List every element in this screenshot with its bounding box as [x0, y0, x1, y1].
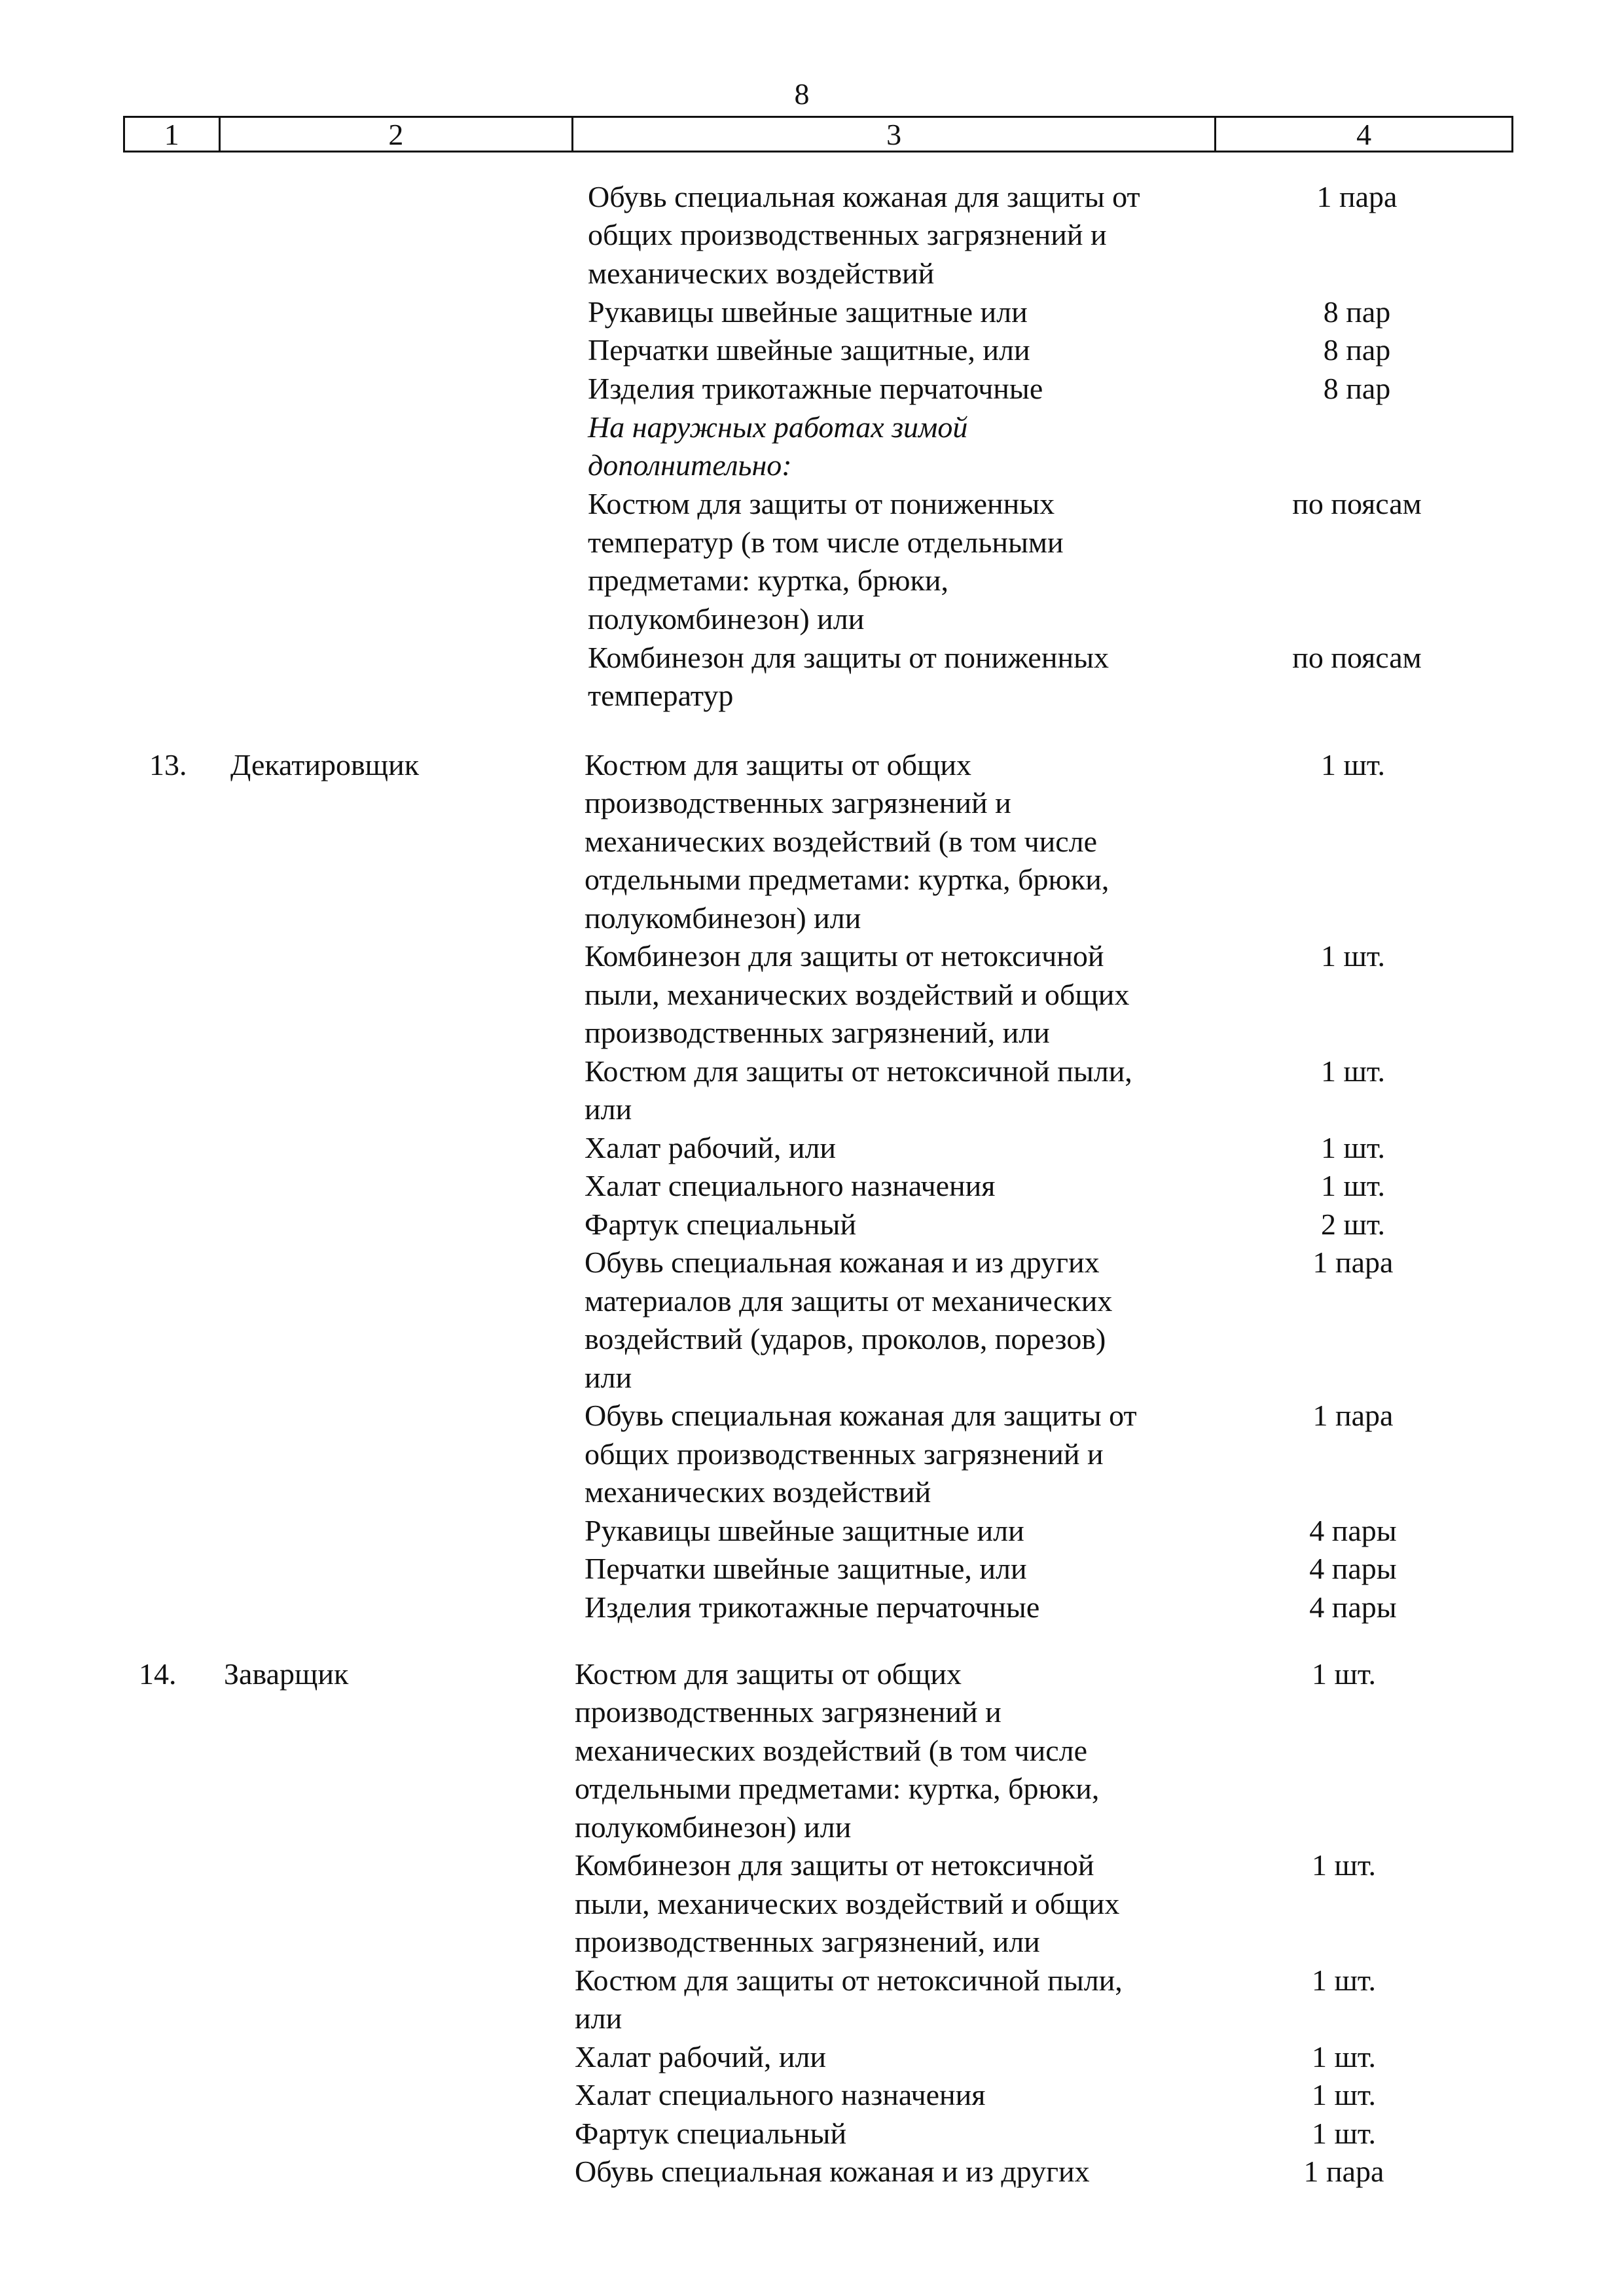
- item-line: Рукавицы швейные защитные или: [585, 1514, 1024, 1547]
- page-number: 8: [794, 77, 810, 111]
- item-line: Комбинезон для защиты от нетоксичной: [575, 1848, 1094, 1882]
- item-quantity: 1 шт.: [1311, 2117, 1377, 2150]
- item-quantity: 1 пара: [1316, 180, 1398, 213]
- item-line: воздействий (ударов, проколов, порезов): [585, 1322, 1106, 1355]
- item-quantity: 1 шт.: [1311, 2078, 1377, 2111]
- job-title-14: Заварщик: [224, 1657, 349, 1691]
- item-line: или: [575, 2001, 623, 2035]
- item-quantity: 1 пара: [1312, 1399, 1394, 1432]
- item-line: пыли, механических воздействий и общих: [575, 1887, 1120, 1920]
- item-quantity: 1 шт.: [1320, 1131, 1386, 1164]
- item-line: Обувь специальная кожаная и из других: [585, 1246, 1100, 1279]
- item-line: общих производственных загрязнений и: [588, 218, 1107, 251]
- item-line: полукомбинезон) или: [585, 901, 861, 935]
- item-line: отдельными предметами: куртка, брюки,: [585, 863, 1110, 896]
- item-quantity: 1 шт.: [1311, 1964, 1377, 1997]
- item-quantity: 4 пары: [1309, 1552, 1397, 1585]
- item-line: отдельными предметами: куртка, брюки,: [575, 1772, 1100, 1805]
- item-line: общих производственных загрязнений и: [585, 1437, 1104, 1471]
- item-line: Рукавицы швейные защитные или: [588, 295, 1028, 329]
- header-col-1: 1: [125, 118, 221, 151]
- item-line: полукомбинезон) или: [575, 1810, 852, 1844]
- item-line: или: [585, 1361, 632, 1394]
- item-line: или: [585, 1092, 632, 1126]
- item-quantity: 4 пары: [1309, 1514, 1397, 1547]
- header-col-3: 3: [573, 118, 1216, 151]
- item-quantity: 8 пар: [1323, 372, 1391, 405]
- item-line: температур (в том числе отдельными: [588, 526, 1064, 559]
- item-quantity: 1 шт.: [1311, 2040, 1377, 2073]
- item-quantity: 1 шт.: [1311, 1657, 1377, 1691]
- header-col-4: 4: [1356, 117, 1372, 151]
- item-line: предметами: куртка, брюки,: [588, 564, 948, 597]
- item-line: Перчатки швейные защитные, или: [585, 1552, 1027, 1585]
- item-quantity: по поясам: [1292, 641, 1422, 674]
- job-title-13: Декатировщик: [230, 748, 420, 781]
- item-line: Халат специального назначения: [585, 1169, 996, 1202]
- item-line: Комбинезон для защиты от нетоксичной: [585, 939, 1104, 973]
- item-line: Обувь специальная кожаная для защиты от: [585, 1399, 1137, 1432]
- item-line: Фартук специальный: [575, 2117, 847, 2150]
- item-line: производственных загрязнений и: [585, 786, 1011, 819]
- item-line: механических воздействий: [585, 1475, 931, 1509]
- item-quantity: 4 пары: [1309, 1590, 1397, 1624]
- item-note-line: На наружных работах зимой: [588, 410, 968, 444]
- item-line: Халат рабочий, или: [575, 2040, 827, 2073]
- item-line: полукомбинезон) или: [588, 602, 865, 636]
- item-line: Комбинезон для защиты от пониженных: [588, 641, 1109, 674]
- item-line: Костюм для защиты от нетоксичной пыли,: [575, 1964, 1123, 1997]
- item-line: пыли, механических воздействий и общих: [585, 978, 1130, 1011]
- item-line: Халат рабочий, или: [585, 1131, 837, 1164]
- item-quantity: 1 шт.: [1320, 1169, 1386, 1202]
- item-line: производственных загрязнений и: [575, 1695, 1001, 1729]
- item-quantity: 1 пара: [1303, 2155, 1384, 2188]
- item-line: Обувь специальная кожаная и из других: [575, 2155, 1090, 2188]
- item-line: материалов для защиты от механических: [585, 1284, 1113, 1318]
- item-line: Костюм для защиты от нетоксичной пыли,: [585, 1054, 1132, 1088]
- item-quantity: 2 шт.: [1320, 1208, 1386, 1241]
- item-quantity: по поясам: [1292, 487, 1422, 520]
- item-line: температур: [588, 679, 734, 712]
- item-line: Костюм для защиты от пониженных: [588, 487, 1055, 520]
- item-line: производственных загрязнений, или: [575, 1925, 1040, 1958]
- item-line: Костюм для защиты от общих: [585, 748, 972, 781]
- item-line: Фартук специальный: [585, 1208, 857, 1241]
- item-line: Костюм для защиты от общих: [575, 1657, 962, 1691]
- table-header-row: [123, 116, 1513, 152]
- row-number-13: 13.: [149, 748, 187, 781]
- item-quantity: 1 шт.: [1320, 748, 1386, 781]
- item-line: Халат специального назначения: [575, 2078, 986, 2111]
- item-line: механических воздействий: [588, 257, 935, 290]
- item-quantity: 1 шт.: [1320, 1054, 1386, 1088]
- item-quantity: 1 шт.: [1320, 939, 1386, 973]
- item-quantity: 8 пар: [1323, 333, 1391, 367]
- item-line: Обувь специальная кожаная для защиты от: [588, 180, 1140, 213]
- row-number-14: 14.: [139, 1657, 177, 1691]
- item-quantity: 1 пара: [1312, 1246, 1394, 1279]
- header-col-2: 2: [221, 118, 573, 151]
- item-line: механических воздействий (в том числе: [575, 1734, 1088, 1767]
- item-line: Изделия трикотажные перчаточные: [588, 372, 1043, 405]
- item-line: Изделия трикотажные перчаточные: [585, 1590, 1040, 1624]
- item-quantity: 8 пар: [1323, 295, 1391, 329]
- item-line: механических воздействий (в том числе: [585, 825, 1098, 858]
- item-quantity: 1 шт.: [1311, 1848, 1377, 1882]
- item-line: Перчатки швейные защитные, или: [588, 333, 1030, 367]
- item-line: производственных загрязнений, или: [585, 1016, 1050, 1049]
- item-note-line: дополнительно:: [588, 448, 792, 482]
